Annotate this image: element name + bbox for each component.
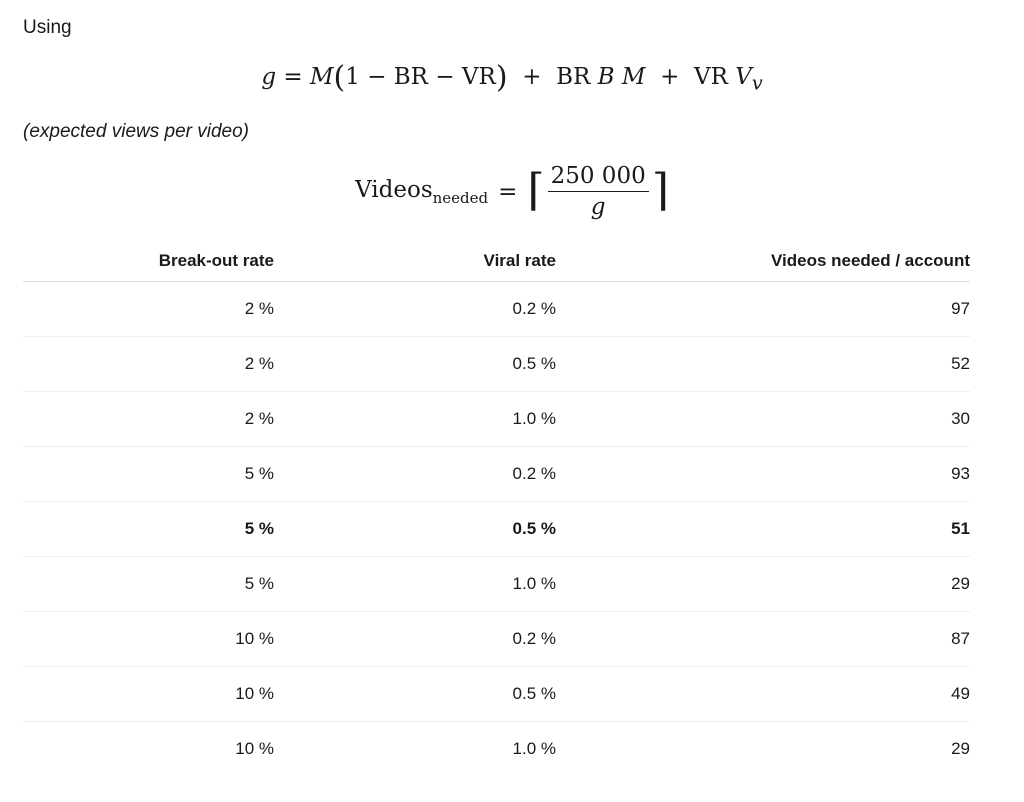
formula-one: 1 — [345, 64, 360, 90]
break-out-rate-cell: 2 % — [23, 392, 274, 447]
videos-needed-formula — [0, 163, 1024, 220]
videos-needed-cell: 30 — [556, 392, 970, 447]
fraction-numerator: 250 000 — [548, 163, 649, 192]
views-formula — [0, 60, 1024, 95]
fraction-denominator: g — [590, 194, 606, 220]
viral-rate-cell: 0.5 % — [274, 667, 556, 722]
header-videos-needed: Videos needed / account — [556, 240, 970, 282]
break-out-rate-cell: 10 % — [235, 739, 274, 758]
viral-rate-cell: 1.0 % — [512, 739, 556, 758]
formula-rparen: ) — [495, 60, 508, 95]
break-out-rate-cell: 5 % — [23, 447, 274, 502]
table-row — [23, 612, 970, 667]
videos-needed-cell: 87 — [556, 612, 970, 667]
table-row — [23, 282, 970, 337]
viral-rate-cell: 0.5 % — [274, 337, 556, 392]
table-row — [23, 667, 970, 722]
formula2-eq: = — [498, 178, 518, 205]
viral-rate-cell: 0.2 % — [274, 447, 556, 502]
ceil-left-bracket: ⌈ — [527, 164, 545, 216]
break-out-rate-cell: 10 % — [23, 612, 274, 667]
formula-v: V — [735, 64, 752, 90]
formula-plus-1: + — [522, 64, 542, 90]
formula-v-subscript: v — [751, 71, 763, 95]
intro-text: Using — [23, 17, 72, 38]
formula-minus-1: − — [367, 64, 387, 90]
viral-rate-cell: 0.2 % — [274, 282, 556, 337]
table-row — [23, 722, 970, 777]
table-header-row — [23, 240, 970, 282]
table-row — [23, 557, 970, 612]
table-row — [23, 392, 970, 447]
break-out-rate-cell: 2 % — [23, 282, 274, 337]
break-out-rate-cell: 5 % — [23, 557, 274, 612]
videos-needed-subscript: needed — [432, 188, 489, 207]
formula-g: g — [261, 64, 277, 90]
formula-m: M — [309, 64, 334, 90]
break-out-rate-cell: 5 % — [23, 502, 274, 557]
break-out-rate-cell: 2 % — [23, 337, 274, 392]
formula-eq: = — [283, 64, 303, 90]
formula-br-2: BR — [556, 64, 591, 90]
fraction — [548, 163, 649, 220]
table-row-highlighted — [23, 502, 970, 557]
videos-needed-cell: 93 — [556, 447, 970, 502]
formula-vr-1: VR — [461, 64, 496, 90]
videos-needed-cell: 29 — [951, 739, 970, 758]
videos-needed-cell: 29 — [556, 557, 970, 612]
videos-needed-cell: 49 — [556, 667, 970, 722]
videos-needed-cell: 51 — [556, 502, 970, 557]
table-row — [23, 447, 970, 502]
ceil-right-bracket: ⌉ — [651, 164, 669, 216]
formula-br-1: BR — [393, 64, 429, 90]
table-row — [23, 337, 970, 392]
videos-needed-cell: 97 — [556, 282, 970, 337]
formula-minus-2: − — [435, 64, 455, 90]
videos-needed-lhs: Videos$_{needed}$ — [355, 176, 489, 207]
formula-m-2: M — [621, 64, 646, 90]
videos-needed-cell: 52 — [556, 337, 970, 392]
formula-note: (expected views per video) — [23, 121, 249, 142]
formula-vr-2: VR — [693, 64, 728, 90]
videos-needed-table — [23, 240, 970, 776]
viral-rate-cell: 0.2 % — [274, 612, 556, 667]
break-out-rate-cell: 10 % — [23, 667, 274, 722]
formula-lparen: ( — [333, 60, 346, 95]
formula-plus-2: + — [660, 64, 680, 90]
viral-rate-cell: 1.0 % — [274, 557, 556, 612]
viral-rate-cell: 0.5 % — [274, 502, 556, 557]
header-viral-rate: Viral rate — [274, 240, 556, 282]
formula-b: B — [597, 64, 615, 90]
header-break-out-rate: Break-out rate — [23, 240, 274, 282]
viral-rate-cell: 1.0 % — [274, 392, 556, 447]
